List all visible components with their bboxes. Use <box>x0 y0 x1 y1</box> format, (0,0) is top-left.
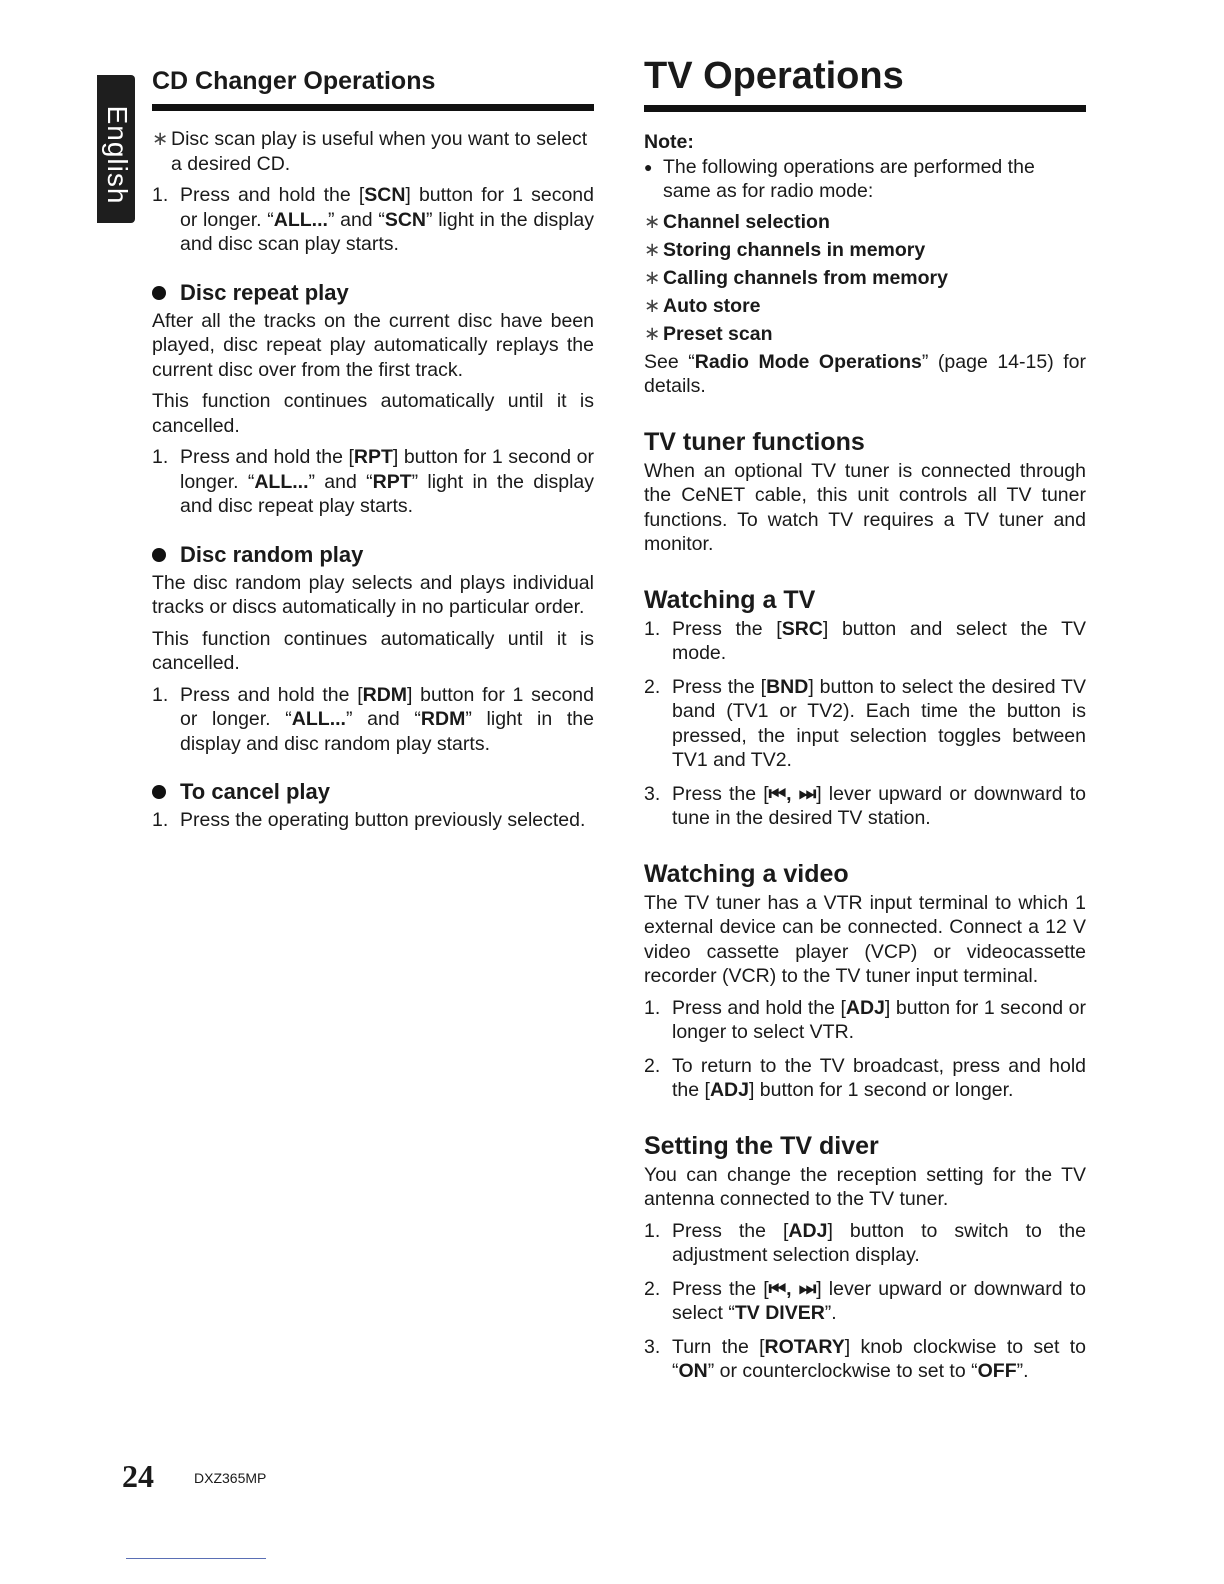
skip-lever-icon: ⏮, ⏭ <box>768 1277 817 1300</box>
repeat-step: 1. Press and hold the [RPT] button for 1 second or longer. “ALL...” and “RPT” light in the display and disc repeat play starts. <box>152 446 595 517</box>
note-item: ∗ Preset scan <box>644 322 773 345</box>
note-item: ∗ Auto store <box>644 294 761 317</box>
tv-tuner-heading: TV tuner functions <box>644 427 865 456</box>
see-reference: See “Radio Mode Operations” (page 14-15) for details. <box>644 350 1087 397</box>
footer-line <box>126 1558 266 1559</box>
tv-tuner-paragraph: When an optional TV tuner is connected through the CeNET cable, this unit controls all TV tuner functions. To watch TV requires a TV tuner and monitor. <box>644 459 1086 555</box>
watching-tv-step-2: 2. Press the [BND] button to select the desired TV band (TV1 or TV2). Each time the button is pressed, the input selection toggles between TV1 and TV2. <box>644 675 1086 771</box>
page-number: 24 <box>122 1458 154 1494</box>
tv-operations-title: TV Operations <box>644 55 904 97</box>
note-item: ∗ Calling channels from memory <box>644 266 948 289</box>
watching-video-step-2: 2. To return to the TV broadcast, press and hold the [ADJ] button for 1 second or longer. <box>644 1054 1086 1101</box>
watching-tv-heading: Watching a TV <box>644 585 816 614</box>
random-heading: Disc random play <box>152 541 594 569</box>
asterisk-icon: ∗ <box>152 128 169 150</box>
bullet-icon <box>152 286 166 300</box>
cd-changer-title: CD Changer Operations <box>152 67 436 95</box>
bullet-icon <box>152 548 166 562</box>
watching-video-heading: Watching a video <box>644 859 849 888</box>
language-tab-label: English <box>102 105 133 205</box>
watching-video-paragraph: The TV tuner has a VTR input terminal to which 1 external device can be connected. Connect a 12 V video cassette player (VCP) or videocassette recorder (VCR) to the TV tuner input terminal. <box>644 891 1086 987</box>
repeat-heading: Disc repeat play <box>152 279 594 307</box>
title-rule <box>152 104 594 111</box>
tv-diver-step-1: 1. Press the [ADJ] button to switch to the adjustment selection display. <box>644 1219 1086 1266</box>
tv-diver-step-3: 3. Turn the [ROTARY] knob clockwise to set to “ON” or counterclockwise to set to “OFF”. <box>644 1335 1086 1382</box>
cancel-step: 1. Press the operating button previously selected. <box>152 809 586 831</box>
bullet-icon <box>152 785 166 799</box>
note-label: Note: <box>644 131 694 153</box>
cancel-heading: To cancel play <box>152 778 594 806</box>
scan-step: 1. Press and hold the [SCN] button for 1 second or longer. “ALL...” and “SCN” light in the display and disc scan play starts. <box>152 184 595 255</box>
repeat-paragraph-1: After all the tracks on the current disc have been played, disc repeat play automatically replays the current disc over from the first track. <box>152 309 594 381</box>
tv-diver-heading: Setting the TV diver <box>644 1131 879 1160</box>
skip-lever-icon: ⏮, ⏭ <box>768 782 817 805</box>
repeat-paragraph-2: This function continues automatically until it is cancelled. <box>152 390 594 437</box>
note-item: ∗ Channel selection <box>644 210 830 233</box>
tv-diver-step-2: 2. Press the [⏮, ⏭] lever upward or downward to select “TV DIVER”. <box>644 1277 1086 1324</box>
random-step: 1. Press and hold the [RDM] button for 1 second or longer. “ALL...” and “RDM” light in the display and disc random play starts. <box>152 683 594 755</box>
tv-diver-paragraph: You can change the reception setting for the TV antenna connected to the TV tuner. <box>644 1163 1086 1210</box>
title-rule <box>644 105 1086 112</box>
watching-video-step-1: 1. Press and hold the [ADJ] button for 1 second or longer to select VTR. <box>644 996 1086 1043</box>
random-paragraph-1: The disc random play selects and plays individual tracks or discs automatically in no particular order. <box>152 571 594 618</box>
scan-note: ∗ Disc scan play is useful when you want to select a desired CD. <box>152 128 588 175</box>
watching-tv-step-3: 3. Press the [⏮, ⏭] lever upward or downward to tune in the desired TV station. <box>644 782 1086 829</box>
tv-operations-section <box>644 56 1086 1393</box>
cd-changer-section <box>152 60 594 842</box>
watching-tv-step-1: 1. Press the [SRC] button and select the TV mode. <box>644 617 1086 664</box>
language-tab <box>97 75 135 223</box>
note-bullet: ● The following operations are performed the same as for radio mode: <box>644 155 1035 202</box>
random-paragraph-2: This function continues automatically until it is cancelled. <box>152 627 594 674</box>
model-number: DXZ365MP <box>194 1470 267 1486</box>
note-item: ∗ Storing channels in memory <box>644 238 926 261</box>
bullet-icon: ● <box>644 158 653 175</box>
